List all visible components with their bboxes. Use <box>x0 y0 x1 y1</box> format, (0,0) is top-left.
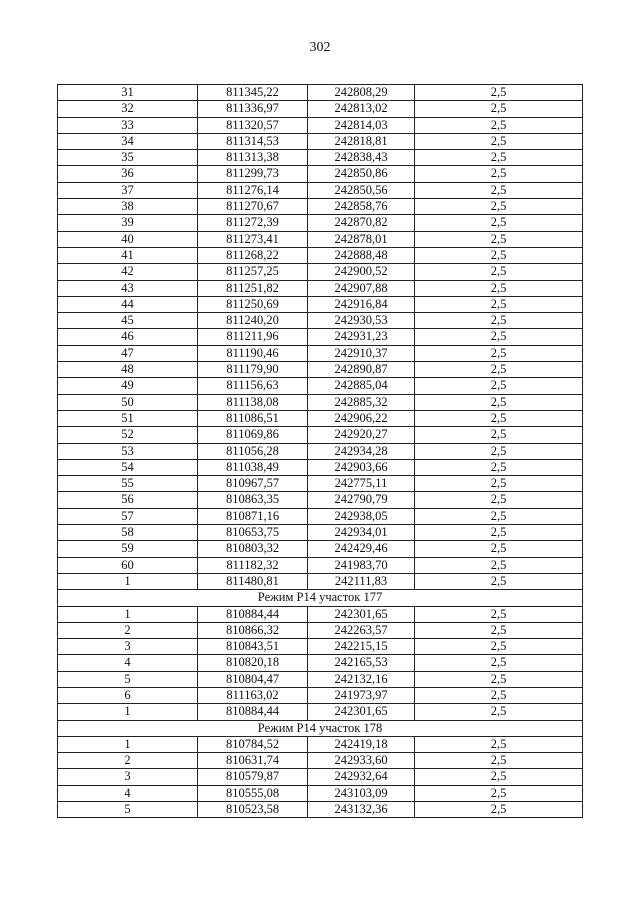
point-number-cell: 59 <box>58 541 198 557</box>
x-coordinate-cell: 810884,44 <box>198 704 308 720</box>
table-row <box>58 671 583 687</box>
accuracy-cell: 2,5 <box>415 655 583 671</box>
accuracy-cell: 2,5 <box>415 459 583 475</box>
table-row <box>58 639 583 655</box>
table-row <box>58 362 583 378</box>
x-coordinate-cell: 811156,63 <box>198 378 308 394</box>
table-row <box>58 769 583 785</box>
point-number-cell: 52 <box>58 427 198 443</box>
x-coordinate-cell: 810884,44 <box>198 606 308 622</box>
point-number-cell: 1 <box>58 573 198 589</box>
point-number-cell: 50 <box>58 394 198 410</box>
x-coordinate-cell: 811251,82 <box>198 280 308 296</box>
accuracy-cell: 2,5 <box>415 182 583 198</box>
point-number-cell: 54 <box>58 459 198 475</box>
x-coordinate-cell: 811313,38 <box>198 150 308 166</box>
x-coordinate-cell: 811276,14 <box>198 182 308 198</box>
x-coordinate-cell: 811138,08 <box>198 394 308 410</box>
table-row <box>58 459 583 475</box>
y-coordinate-cell: 242263,57 <box>308 622 415 638</box>
table-row <box>58 85 583 101</box>
point-number-cell: 38 <box>58 199 198 215</box>
accuracy-cell: 2,5 <box>415 296 583 312</box>
y-coordinate-cell: 242932,64 <box>308 769 415 785</box>
x-coordinate-cell: 811240,20 <box>198 313 308 329</box>
y-coordinate-cell: 242790,79 <box>308 492 415 508</box>
x-coordinate-cell: 810803,32 <box>198 541 308 557</box>
table-row <box>58 622 583 638</box>
x-coordinate-cell: 811190,46 <box>198 345 308 361</box>
y-coordinate-cell: 242858,76 <box>308 199 415 215</box>
accuracy-cell: 2,5 <box>415 492 583 508</box>
table-row <box>58 313 583 329</box>
x-coordinate-cell: 811299,73 <box>198 166 308 182</box>
y-coordinate-cell: 242818,81 <box>308 133 415 149</box>
y-coordinate-cell: 242132,16 <box>308 671 415 687</box>
table-row <box>58 410 583 426</box>
section-header-row <box>58 720 583 736</box>
accuracy-cell: 2,5 <box>415 150 583 166</box>
x-coordinate-cell: 810820,18 <box>198 655 308 671</box>
point-number-cell: 5 <box>58 671 198 687</box>
accuracy-cell: 2,5 <box>415 573 583 589</box>
point-number-cell: 57 <box>58 508 198 524</box>
y-coordinate-cell: 242301,65 <box>308 704 415 720</box>
y-coordinate-cell: 242931,23 <box>308 329 415 345</box>
table-row <box>58 247 583 263</box>
x-coordinate-cell: 810784,52 <box>198 736 308 752</box>
table-row <box>58 378 583 394</box>
table-row <box>58 280 583 296</box>
y-coordinate-cell: 242813,02 <box>308 101 415 117</box>
point-number-cell: 56 <box>58 492 198 508</box>
x-coordinate-cell: 811182,32 <box>198 557 308 573</box>
point-number-cell: 40 <box>58 231 198 247</box>
table-row <box>58 557 583 573</box>
table-row <box>58 655 583 671</box>
table-row <box>58 704 583 720</box>
x-coordinate-cell: 811179,90 <box>198 362 308 378</box>
accuracy-cell: 2,5 <box>415 541 583 557</box>
y-coordinate-cell: 242920,27 <box>308 427 415 443</box>
accuracy-cell: 2,5 <box>415 313 583 329</box>
table-row <box>58 117 583 133</box>
accuracy-cell: 2,5 <box>415 247 583 263</box>
y-coordinate-cell: 242907,88 <box>308 280 415 296</box>
x-coordinate-cell: 810866,32 <box>198 622 308 638</box>
section-title: Режим Р14 участок 177 <box>58 590 583 606</box>
x-coordinate-cell: 811314,53 <box>198 133 308 149</box>
accuracy-cell: 2,5 <box>415 199 583 215</box>
table-row <box>58 166 583 182</box>
point-number-cell: 4 <box>58 655 198 671</box>
x-coordinate-cell: 810804,47 <box>198 671 308 687</box>
point-number-cell: 1 <box>58 606 198 622</box>
section-title: Режим Р14 участок 178 <box>58 720 583 736</box>
table-row <box>58 753 583 769</box>
x-coordinate-cell: 811163,02 <box>198 687 308 703</box>
point-number-cell: 45 <box>58 313 198 329</box>
point-number-cell: 1 <box>58 704 198 720</box>
point-number-cell: 49 <box>58 378 198 394</box>
point-number-cell: 36 <box>58 166 198 182</box>
x-coordinate-cell: 810863,35 <box>198 492 308 508</box>
accuracy-cell: 2,5 <box>415 85 583 101</box>
point-number-cell: 5 <box>58 802 198 818</box>
point-number-cell: 35 <box>58 150 198 166</box>
accuracy-cell: 2,5 <box>415 394 583 410</box>
accuracy-cell: 2,5 <box>415 410 583 426</box>
x-coordinate-cell: 811250,69 <box>198 296 308 312</box>
accuracy-cell: 2,5 <box>415 769 583 785</box>
y-coordinate-cell: 242885,32 <box>308 394 415 410</box>
y-coordinate-cell: 242870,82 <box>308 215 415 231</box>
point-number-cell: 39 <box>58 215 198 231</box>
x-coordinate-cell: 810631,74 <box>198 753 308 769</box>
table-row <box>58 541 583 557</box>
table-row <box>58 264 583 280</box>
accuracy-cell: 2,5 <box>415 117 583 133</box>
point-number-cell: 4 <box>58 785 198 801</box>
x-coordinate-cell: 811320,57 <box>198 117 308 133</box>
x-coordinate-cell: 811272,39 <box>198 215 308 231</box>
table-row <box>58 476 583 492</box>
y-coordinate-cell: 242934,01 <box>308 525 415 541</box>
point-number-cell: 2 <box>58 622 198 638</box>
y-coordinate-cell: 242878,01 <box>308 231 415 247</box>
y-coordinate-cell: 242808,29 <box>308 85 415 101</box>
table-row <box>58 345 583 361</box>
point-number-cell: 31 <box>58 85 198 101</box>
point-number-cell: 3 <box>58 769 198 785</box>
y-coordinate-cell: 242930,53 <box>308 313 415 329</box>
y-coordinate-cell: 242838,43 <box>308 150 415 166</box>
y-coordinate-cell: 243103,09 <box>308 785 415 801</box>
y-coordinate-cell: 242888,48 <box>308 247 415 263</box>
table-row <box>58 573 583 589</box>
y-coordinate-cell: 242215,15 <box>308 639 415 655</box>
y-coordinate-cell: 242814,03 <box>308 117 415 133</box>
accuracy-cell: 2,5 <box>415 557 583 573</box>
y-coordinate-cell: 242775,11 <box>308 476 415 492</box>
table-row <box>58 394 583 410</box>
y-coordinate-cell: 242938,05 <box>308 508 415 524</box>
accuracy-cell: 2,5 <box>415 704 583 720</box>
table-row <box>58 508 583 524</box>
accuracy-cell: 2,5 <box>415 525 583 541</box>
x-coordinate-cell: 811345,22 <box>198 85 308 101</box>
point-number-cell: 44 <box>58 296 198 312</box>
x-coordinate-cell: 811056,28 <box>198 443 308 459</box>
accuracy-cell: 2,5 <box>415 345 583 361</box>
x-coordinate-cell: 810523,58 <box>198 802 308 818</box>
x-coordinate-cell: 810843,51 <box>198 639 308 655</box>
y-coordinate-cell: 242900,52 <box>308 264 415 280</box>
point-number-cell: 51 <box>58 410 198 426</box>
table-row <box>58 736 583 752</box>
table-row <box>58 785 583 801</box>
accuracy-cell: 2,5 <box>415 362 583 378</box>
accuracy-cell: 2,5 <box>415 606 583 622</box>
table-row <box>58 101 583 117</box>
accuracy-cell: 2,5 <box>415 671 583 687</box>
table-row <box>58 215 583 231</box>
accuracy-cell: 2,5 <box>415 753 583 769</box>
y-coordinate-cell: 242429,46 <box>308 541 415 557</box>
table-row <box>58 687 583 703</box>
x-coordinate-cell: 811480,81 <box>198 573 308 589</box>
accuracy-cell: 2,5 <box>415 687 583 703</box>
accuracy-cell: 2,5 <box>415 622 583 638</box>
y-coordinate-cell: 243132,36 <box>308 802 415 818</box>
point-number-cell: 34 <box>58 133 198 149</box>
accuracy-cell: 2,5 <box>415 508 583 524</box>
y-coordinate-cell: 241983,70 <box>308 557 415 573</box>
accuracy-cell: 2,5 <box>415 329 583 345</box>
accuracy-cell: 2,5 <box>415 280 583 296</box>
table-row <box>58 427 583 443</box>
table-row <box>58 182 583 198</box>
point-number-cell: 48 <box>58 362 198 378</box>
y-coordinate-cell: 241973,97 <box>308 687 415 703</box>
point-number-cell: 58 <box>58 525 198 541</box>
table-row <box>58 133 583 149</box>
accuracy-cell: 2,5 <box>415 264 583 280</box>
point-number-cell: 46 <box>58 329 198 345</box>
accuracy-cell: 2,5 <box>415 166 583 182</box>
point-number-cell: 42 <box>58 264 198 280</box>
y-coordinate-cell: 242885,04 <box>308 378 415 394</box>
x-coordinate-cell: 810871,16 <box>198 508 308 524</box>
x-coordinate-cell: 811038,49 <box>198 459 308 475</box>
point-number-cell: 3 <box>58 639 198 655</box>
accuracy-cell: 2,5 <box>415 215 583 231</box>
y-coordinate-cell: 242165,53 <box>308 655 415 671</box>
y-coordinate-cell: 242910,37 <box>308 345 415 361</box>
point-number-cell: 41 <box>58 247 198 263</box>
point-number-cell: 55 <box>58 476 198 492</box>
x-coordinate-cell: 811257,25 <box>198 264 308 280</box>
accuracy-cell: 2,5 <box>415 101 583 117</box>
table-row <box>58 231 583 247</box>
table-row <box>58 199 583 215</box>
x-coordinate-cell: 811268,22 <box>198 247 308 263</box>
point-number-cell: 1 <box>58 736 198 752</box>
x-coordinate-cell: 811211,96 <box>198 329 308 345</box>
accuracy-cell: 2,5 <box>415 133 583 149</box>
point-number-cell: 47 <box>58 345 198 361</box>
y-coordinate-cell: 242934,28 <box>308 443 415 459</box>
accuracy-cell: 2,5 <box>415 443 583 459</box>
x-coordinate-cell: 811336,97 <box>198 101 308 117</box>
y-coordinate-cell: 242933,60 <box>308 753 415 769</box>
y-coordinate-cell: 242903,66 <box>308 459 415 475</box>
table-row <box>58 150 583 166</box>
point-number-cell: 43 <box>58 280 198 296</box>
x-coordinate-cell: 810555,08 <box>198 785 308 801</box>
accuracy-cell: 2,5 <box>415 736 583 752</box>
y-coordinate-cell: 242850,86 <box>308 166 415 182</box>
point-number-cell: 32 <box>58 101 198 117</box>
y-coordinate-cell: 242419,18 <box>308 736 415 752</box>
table-row <box>58 606 583 622</box>
point-number-cell: 60 <box>58 557 198 573</box>
y-coordinate-cell: 242890,87 <box>308 362 415 378</box>
x-coordinate-cell: 810967,57 <box>198 476 308 492</box>
point-number-cell: 37 <box>58 182 198 198</box>
table-row <box>58 296 583 312</box>
x-coordinate-cell: 811086,51 <box>198 410 308 426</box>
accuracy-cell: 2,5 <box>415 639 583 655</box>
point-number-cell: 2 <box>58 753 198 769</box>
accuracy-cell: 2,5 <box>415 231 583 247</box>
table-row <box>58 492 583 508</box>
point-number-cell: 6 <box>58 687 198 703</box>
table-row <box>58 329 583 345</box>
x-coordinate-cell: 811273,41 <box>198 231 308 247</box>
x-coordinate-cell: 811270,67 <box>198 199 308 215</box>
y-coordinate-cell: 242850,56 <box>308 182 415 198</box>
table-row <box>58 525 583 541</box>
accuracy-cell: 2,5 <box>415 378 583 394</box>
accuracy-cell: 2,5 <box>415 476 583 492</box>
accuracy-cell: 2,5 <box>415 427 583 443</box>
point-number-cell: 33 <box>58 117 198 133</box>
x-coordinate-cell: 810579,87 <box>198 769 308 785</box>
accuracy-cell: 2,5 <box>415 785 583 801</box>
x-coordinate-cell: 810653,75 <box>198 525 308 541</box>
page-number: 302 <box>309 40 331 55</box>
accuracy-cell: 2,5 <box>415 802 583 818</box>
section-header-row <box>58 590 583 606</box>
y-coordinate-cell: 242111,83 <box>308 573 415 589</box>
y-coordinate-cell: 242906,22 <box>308 410 415 426</box>
table-row <box>58 802 583 818</box>
x-coordinate-cell: 811069,86 <box>198 427 308 443</box>
coordinates-table <box>57 84 583 818</box>
y-coordinate-cell: 242301,65 <box>308 606 415 622</box>
table-row <box>58 443 583 459</box>
point-number-cell: 53 <box>58 443 198 459</box>
y-coordinate-cell: 242916,84 <box>308 296 415 312</box>
